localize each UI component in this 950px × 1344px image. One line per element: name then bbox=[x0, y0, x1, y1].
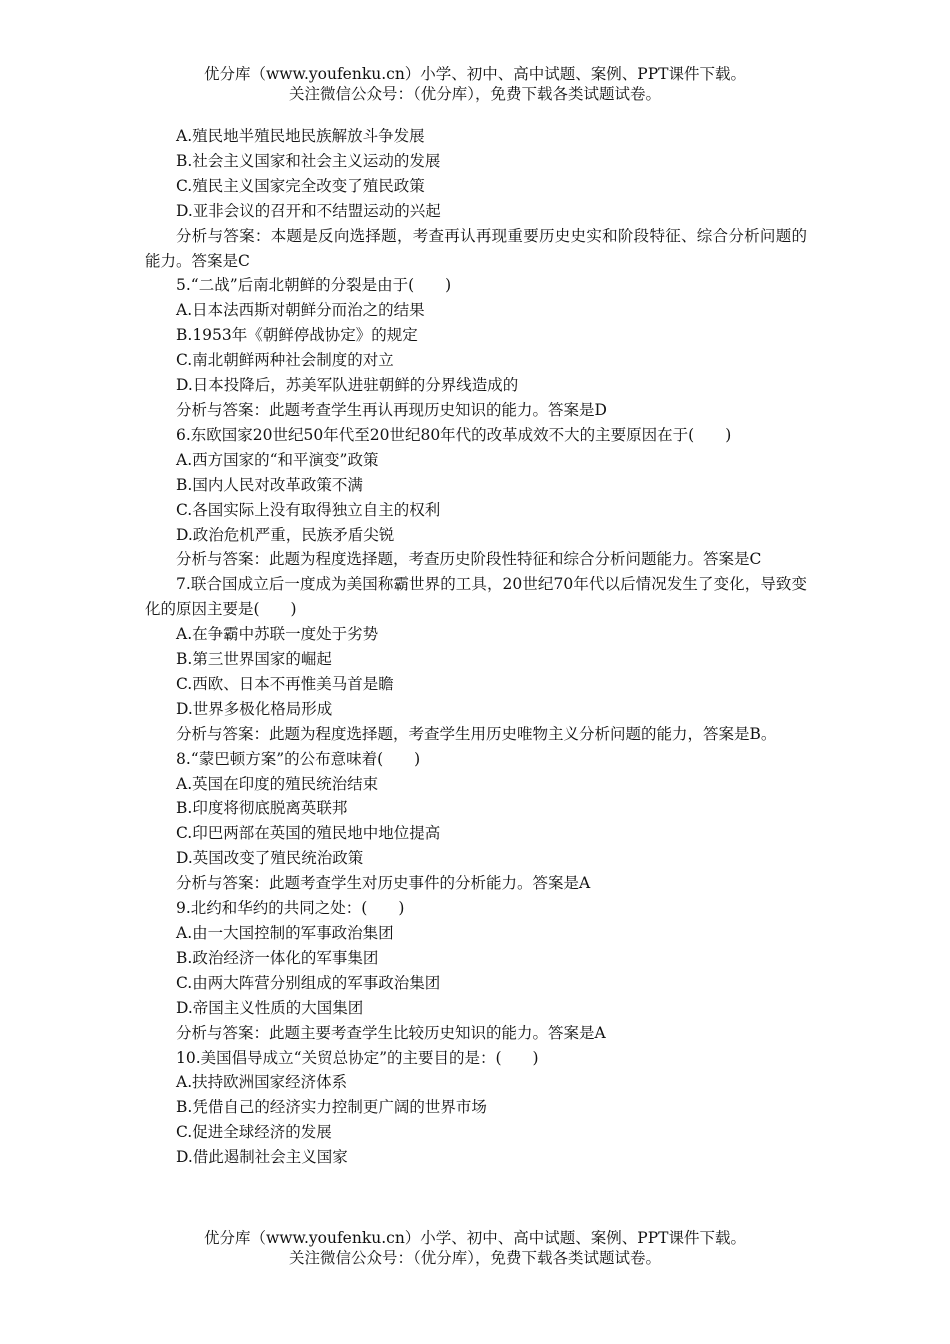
text-line: D.政治危机严重，民族矛盾尖锐 bbox=[176, 525, 395, 544]
text-line: D.借此遏制社会主义国家 bbox=[176, 1148, 348, 1167]
text-line: A.殖民地半殖民地民族解放斗争发展 bbox=[176, 127, 425, 145]
text-line: C.各国实际上没有取得独立自主的权利 bbox=[176, 500, 441, 519]
footer-line-1: 优分库（www.youfenku.cn）小学、初中、高中试题、案例、PPT课件下载。 bbox=[203, 1229, 747, 1247]
text-line: B.国内人民对改革政策不满 bbox=[176, 475, 363, 494]
text-line: 5.“二战”后南北朝鲜的分裂是由于( ) bbox=[176, 276, 452, 295]
text-line: C.由两大阵营分别组成的军事政治集团 bbox=[176, 973, 441, 992]
text-line: A.日本法西斯对朝鲜分而治之的结果 bbox=[176, 301, 425, 320]
text-line: C.印巴两部在英国的殖民地中地位提高 bbox=[176, 824, 441, 843]
text-line: C.西欧、日本不再惟美马首是瞻 bbox=[176, 674, 394, 693]
text-line: B.1953年《朝鲜停战协定》的规定 bbox=[176, 326, 418, 345]
text-line: D.日本投降后，苏美军队进驻朝鲜的分界线造成的 bbox=[176, 376, 519, 395]
text-line: 分析与答案：此题主要考查学生比较历史知识的能力。答案是A bbox=[176, 1023, 606, 1042]
text-line: 7.联合国成立后一度成为美国称霸世界的工具，20世纪70年代以后情况发生了变化，导致变化的原因主要是( ) bbox=[145, 575, 807, 619]
footer-line-2: 关注微信公众号：（优分库），免费下载各类试题试卷。 bbox=[288, 1249, 661, 1267]
text-line: D.亚非会议的召开和不结盟运动的兴起 bbox=[176, 201, 441, 220]
text-line: 9.北约和华约的共同之处：( ) bbox=[176, 899, 405, 918]
text-line: D.世界多极化格局形成 bbox=[176, 699, 333, 718]
page-footer bbox=[0, 1228, 950, 1268]
text-line: 10.美国倡导成立“关贸总协定”的主要目的是：( ) bbox=[176, 1048, 539, 1067]
text-line: D.帝国主义性质的大国集团 bbox=[176, 998, 364, 1017]
page-header bbox=[0, 64, 950, 104]
text-line: 分析与答案：此题为程度选择题，考查学生用历史唯物主义分析问题的能力，答案是B。 bbox=[176, 724, 777, 743]
text-line: B.第三世界国家的崛起 bbox=[176, 650, 332, 669]
text-line: 分析与答案：此题为程度选择题，考查历史阶段性特征和综合分析问题能力。答案是C bbox=[176, 550, 762, 569]
text-line: A.由一大国控制的军事政治集团 bbox=[176, 924, 394, 942]
text-line: A.西方国家的“和平演变”政策 bbox=[176, 450, 379, 469]
header-line-1: 优分库（www.youfenku.cn）小学、初中、高中试题、案例、PPT课件下载。 bbox=[203, 65, 747, 83]
document-body bbox=[145, 124, 807, 1170]
text-line: B.印度将彻底脱离英联邦 bbox=[176, 799, 348, 818]
header-line-2: 关注微信公众号：（优分库），免费下载各类试题试卷。 bbox=[288, 85, 661, 103]
text-line: A.扶持欧洲国家经济体系 bbox=[176, 1073, 348, 1092]
text-line: B.凭借自己的经济实力控制更广阔的世界市场 bbox=[176, 1098, 487, 1117]
text-line: C.南北朝鲜两种社会制度的对立 bbox=[176, 351, 394, 370]
text-line: 8.“蒙巴顿方案”的公布意味着( ) bbox=[176, 749, 421, 768]
text-line: 分析与答案：此题考查学生再认再现历史知识的能力。答案是D bbox=[176, 400, 607, 419]
text-line: A.英国在印度的殖民统治结束 bbox=[176, 774, 379, 793]
text-line: D.英国改变了殖民统治政策 bbox=[176, 849, 364, 868]
text-line: C.殖民主义国家完全改变了殖民政策 bbox=[176, 176, 425, 195]
text-line: B.政治经济一体化的军事集团 bbox=[176, 948, 379, 967]
text-line: 6.东欧国家20世纪50年代至20世纪80年代的改革成效不大的主要原因在于( ) bbox=[176, 425, 732, 444]
text-line: A.在争霸中苏联一度处于劣势 bbox=[176, 625, 379, 644]
text-line: 分析与答案：此题考查学生对历史事件的分析能力。答案是A bbox=[176, 874, 591, 893]
text-line: 分析与答案：本题是反向选择题，考查再认再现重要历史史实和阶段特征、综合分析问题的能力。答案是C bbox=[145, 226, 807, 270]
text-line: C.促进全球经济的发展 bbox=[176, 1123, 332, 1142]
text-line: B.社会主义国家和社会主义运动的发展 bbox=[176, 151, 441, 170]
